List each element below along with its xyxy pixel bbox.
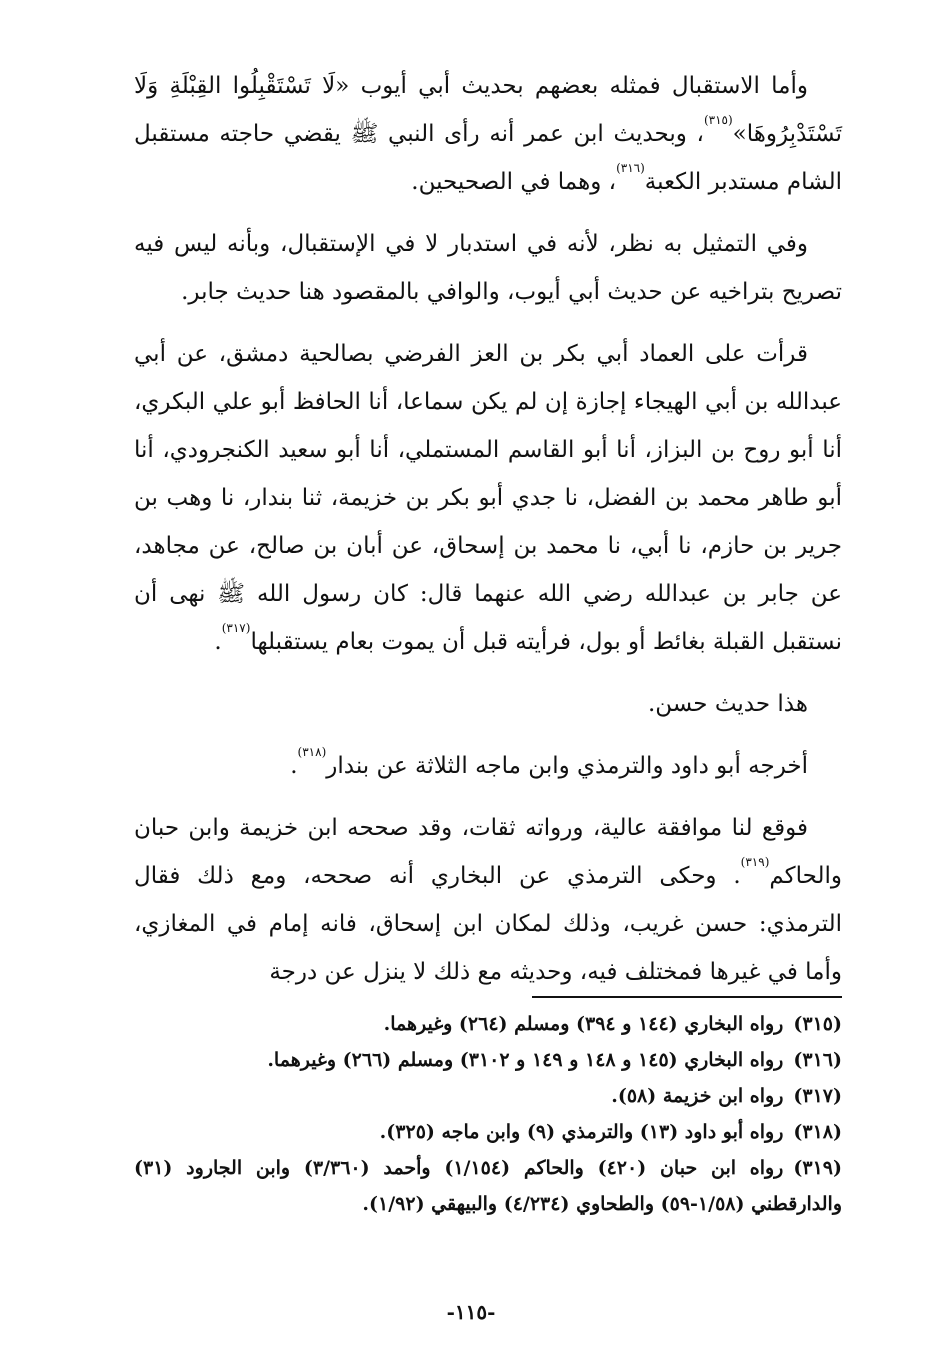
main-text: [134, 62, 842, 1010]
paragraph-text: فوقع لنا موافقة عالية، ورواته ثقات، وقد صححه ابن خزيمة وابن حبان والحاكم: [134, 815, 842, 889]
footnote-item: [134, 1078, 842, 1114]
paragraph-text: .: [214, 629, 222, 655]
paragraph-2: [134, 220, 842, 316]
paragraph-6: [134, 804, 842, 996]
footnote-item: [134, 1150, 842, 1222]
footnote-divider: [532, 996, 842, 998]
footnote-number: (٣١٦): [793, 1049, 842, 1071]
paragraph-text: هذا حديث حسن.: [647, 691, 808, 717]
paragraph-text: وفي التمثيل به نظر، لأنه في استدبار لا في الإستقبال، وبأنه ليس فيه تصريح بتراخيه عن حديث أبي أيوب، والوافي بالمقصود هنا حديث جابر.: [134, 231, 842, 305]
paragraph-text: ، وهما في الصحيحين.: [411, 169, 617, 195]
paragraph-text: . وحكى الترمذي عن البخاري أنه صححه، ومع ذلك فقال الترمذي: حسن غريب، وذلك لمكان ابن إسحاق، فانه إمام في المغازي، وأما في غيرها فمختلف فيه، وحديثه مع ذلك لا ينزل عن درجة: [134, 863, 842, 985]
footnote-ref-315[interactable]: (٣١٥): [703, 113, 733, 127]
paragraph-text: أخرجه أبو داود والترمذي وابن ماجه الثلاثة عن بندار: [326, 753, 808, 779]
footnote-ref-318[interactable]: (٣١٨): [297, 745, 327, 759]
footnote-number: (٣١٩): [793, 1157, 842, 1179]
footnote-text: رواه أبو داود (١٣) والترمذي (٩) وابن ماجه (٣٢٥).: [379, 1121, 784, 1143]
footnote-ref-317[interactable]: (٣١٧): [221, 621, 251, 635]
footnote-item: [134, 1114, 842, 1150]
paragraph-text: .: [290, 753, 298, 779]
page-number: -١١٥-: [446, 1300, 496, 1324]
footnote-item: [134, 1042, 842, 1078]
footnote-text: رواه البخاري (١٤٥ و ١٤٨ و ١٤٩ و ٣١٠٢) ومسلم (٢٦٦) وغيرهما.: [267, 1049, 784, 1071]
footnote-text: رواه ابن حبان (٤٢٠) والحاكم (١/١٥٤) وأحمد (٣/٣٦٠) وابن الجارود (٣١) والدارقطني (١/٥٨-٥٩) والطحاوي (٤/٢٣٤) والبيهقي (١/٩٢).: [134, 1157, 842, 1215]
footnote-ref-319[interactable]: (٣١٩): [740, 855, 770, 869]
footnote-number: (٣١٨): [793, 1121, 842, 1143]
paragraph-1: [134, 62, 842, 206]
paragraph-3: [134, 330, 842, 666]
paragraph-5: [134, 742, 842, 790]
footnote-number: (٣١٥): [793, 1013, 842, 1035]
footnote-ref-316[interactable]: (٣١٦): [616, 161, 645, 175]
paragraph-text: قرأت على العماد أبي بكر بن العز الفرضي بصالحية دمشق، عن أبي عبدالله بن أبي الهيجاء إجازة إن لم يكن سماعا، أنا الحافظ أبو علي البكري، أنا أبو روح بن البزاز، أنا أبو القاسم المستملي، أنا أبو سعيد الكنجرودي، أنا أبو طاهر محمد بن الفضل، نا جدي أبو بكر بن خزيمة، ثنا بندار، نا وهب بن جرير بن حازم، نا أبي، نا محمد بن إسحاق، عن أبان بن صالح، عن مجاهد، عن جابر بن عبدالله رضي الله عنهما قال: كان رسول الله ﷺ نهى أن نستقبل القبلة بغائط أو بول، فرأيته قبل أن يموت بعام يستقبلها: [134, 341, 842, 655]
paragraph-text: وأما الاستقبال فمثله بعضهم بحديث أبي أيوب «لَا تَسْتَقْبِلُوا القِبْلَةِ وَلَا تَسْتَدْبِرُوهَا»: [134, 73, 842, 147]
paragraph-4: [134, 680, 842, 728]
footnote-item: [134, 1006, 842, 1042]
footnote-number: (٣١٧): [793, 1085, 842, 1107]
footnote-text: رواه ابن خزيمة (٥٨).: [611, 1085, 784, 1107]
footnote-text: رواه البخاري (١٤٤ و ٣٩٤) ومسلم (٢٦٤) وغيرهما.: [383, 1013, 784, 1035]
footnotes: [134, 1006, 842, 1222]
paragraph-text: ، وبحديث ابن عمر أنه رأى النبي ﷺ يقضي حاجته مستقبل الشام مستدبر الكعبة: [134, 121, 842, 195]
